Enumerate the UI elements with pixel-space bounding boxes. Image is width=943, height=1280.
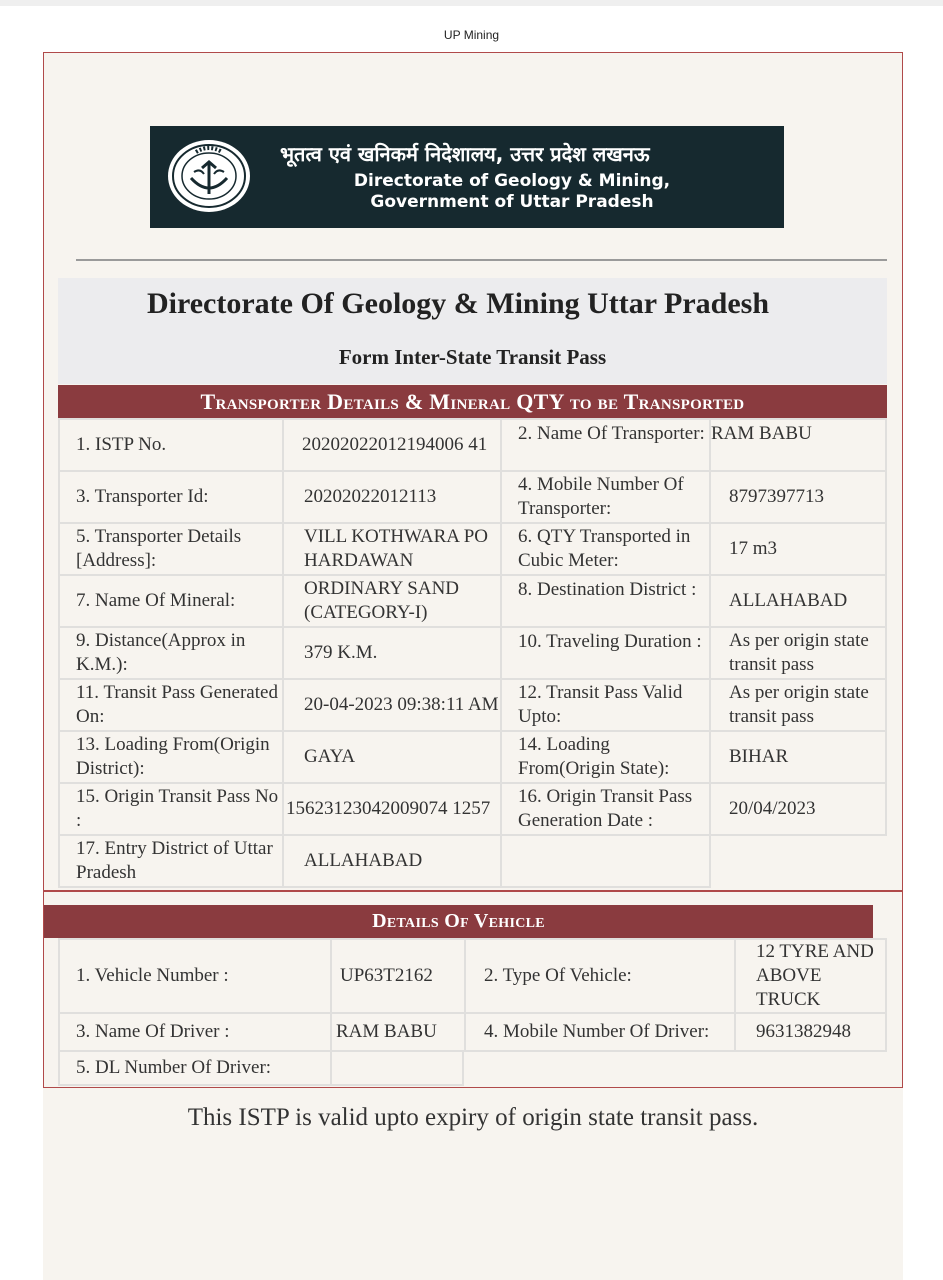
field-value-qty: 17 m3: [709, 522, 887, 576]
field-value-driver-mobile: 9631382948: [734, 1012, 887, 1052]
field-label-vehicle-number: 1. Vehicle Number :: [58, 938, 332, 1014]
field-label-transporter-address: 5. Transporter Details [Address]:: [58, 522, 284, 576]
field-label-qty: 6. QTY Transported in Cubic Meter:: [500, 522, 711, 576]
field-value-origin-state: BIHAR: [709, 730, 887, 784]
field-label-origin-district: 13. Loading From(Origin District):: [58, 730, 284, 784]
field-value-transporter-address: VILL KOTHWARA PO HARDAWAN: [282, 522, 502, 576]
field-value-destination: ALLAHABAD: [709, 574, 887, 628]
field-value-vehicle-number: UP63T2162: [330, 938, 466, 1014]
page-header-title: UP Mining: [443, 28, 500, 42]
document-title: Directorate Of Geology & Mining Uttar Pradesh: [146, 287, 770, 320]
field-label-distance: 9. Distance(Approx in K.M.):: [58, 626, 284, 680]
field-label-transporter-mobile: 4. Mobile Number Of Transporter:: [500, 470, 711, 524]
field-value-mineral: ORDINARY SAND (CATEGORY-I): [282, 574, 502, 628]
field-label-valid-upto: 12. Transit Pass Valid Upto:: [500, 678, 711, 732]
banner-english-line-1: Directorate of Geology & Mining,: [353, 171, 671, 191]
field-value-transporter-name: RAM BABU: [709, 418, 887, 472]
up-government-emblem-icon: [166, 138, 252, 214]
horizontal-rule: [76, 259, 887, 261]
field-value-duration: As per origin state transit pass: [709, 626, 887, 680]
field-label-transporter-name: 2. Name Of Transporter:: [500, 418, 711, 472]
form-title: Form Inter-State Transit Pass: [338, 345, 607, 369]
field-value-generated-on: 20-04-2023 09:38:11 AM: [282, 678, 502, 732]
field-value-origin-pass-date: 20/04/2023: [709, 782, 887, 836]
field-value-distance: 379 K.M.: [282, 626, 502, 680]
field-label-transporter-id: 3. Transporter Id:: [58, 470, 284, 524]
field-value-entry-district: ALLAHABAD: [282, 834, 502, 888]
field-value-valid-upto: As per origin state transit pass: [709, 678, 887, 732]
field-value-driver-name: RAM BABU: [330, 1012, 466, 1052]
field-label-origin-state: 14. Loading From(Origin State):: [500, 730, 711, 784]
banner-english-line-2: Government of Uttar Pradesh: [370, 192, 654, 212]
field-value-transporter-id: 20202022012113: [282, 470, 502, 524]
field-label-destination: 8. Destination District :: [500, 574, 711, 628]
vehicle-section-heading: Details Of Vehicle: [44, 905, 873, 938]
field-value-transporter-mobile: 8797397713: [709, 470, 887, 524]
empty-cell: [500, 834, 711, 888]
section-divider: [44, 890, 903, 892]
field-label-vehicle-type: 2. Type Of Vehicle:: [464, 938, 736, 1014]
field-value-vehicle-type: 12 TYRE AND ABOVE TRUCK: [734, 938, 887, 1014]
field-label-istp-no: 1. ISTP No.: [58, 418, 284, 472]
validity-note: This ISTP is valid upto expiry of origin state transit pass.: [187, 1104, 759, 1131]
field-label-duration: 10. Traveling Duration :: [500, 626, 711, 680]
field-label-origin-pass-no: 15. Origin Transit Pass No :: [58, 782, 284, 836]
field-label-driver-mobile: 4. Mobile Number Of Driver:: [464, 1012, 736, 1052]
field-label-origin-pass-date: 16. Origin Transit Pass Generation Date :: [500, 782, 711, 836]
banner-hindi-title: भूतत्व एवं खनिकर्म निदेशालय, उत्तर प्रदेश लखनऊ: [280, 142, 650, 166]
field-label-dl-number: 5. DL Number Of Driver:: [58, 1050, 332, 1086]
field-value-origin-district: GAYA: [282, 730, 502, 784]
field-value-origin-pass-no: 15623123042009074 1257: [282, 782, 502, 836]
field-label-driver-name: 3. Name Of Driver :: [58, 1012, 332, 1052]
field-label-mineral: 7. Name Of Mineral:: [58, 574, 284, 628]
field-value-dl-number: [330, 1050, 464, 1086]
transporter-section-heading: Transporter Details & Mineral QTY to be Transported: [58, 385, 887, 418]
top-bar: [0, 0, 943, 6]
field-label-generated-on: 11. Transit Pass Generated On:: [58, 678, 284, 732]
field-label-entry-district: 17. Entry District of Uttar Pradesh: [58, 834, 284, 888]
field-value-istp-no: 20202022012194006 41: [282, 418, 502, 472]
